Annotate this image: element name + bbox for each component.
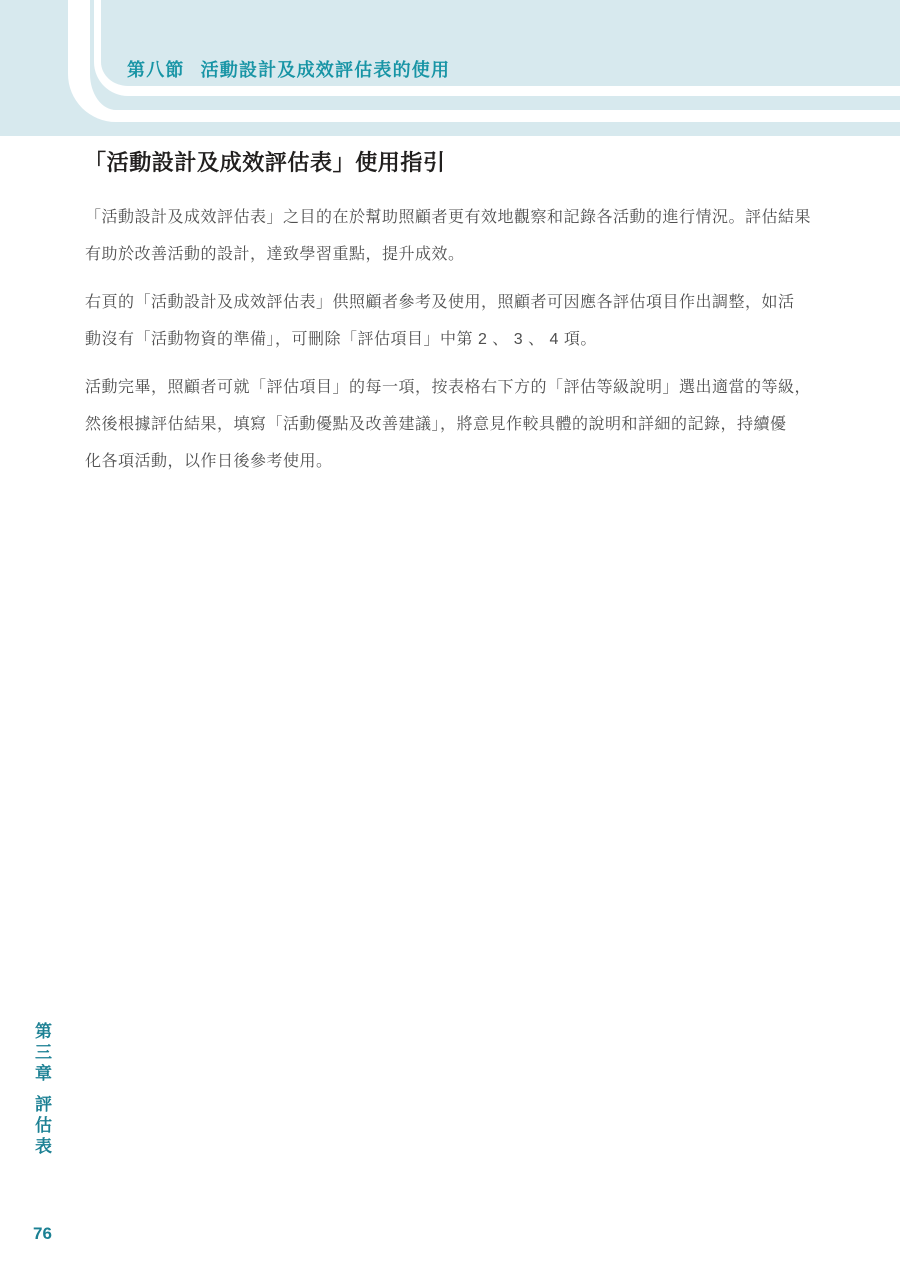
- paragraph-intro: [85, 199, 845, 273]
- paragraph-line: 動沒有「活動物資的準備」，可刪除「評估項目」中第 2 、 3 、 4 項。: [85, 331, 597, 348]
- paragraph-line: 然後根據評估結果，填寫「活動優點及改善建議」，將意見作較具體的說明和詳細的記錄，持續優: [85, 416, 787, 433]
- chapter-title-label: 評估表: [32, 1095, 51, 1158]
- section-title: 活動設計及成效評估表的使用: [200, 60, 451, 80]
- paragraph-evaluation: [85, 369, 845, 480]
- section-number: 第八節: [127, 60, 185, 80]
- paragraph-line: 「活動設計及成效評估表」之目的在於幫助照顧者更有效地觀察和記錄各活動的進行情況。評估結果: [85, 209, 812, 226]
- paragraph-line: 活動完畢，照顧者可就「評估項目」的每一項，按表格右下方的「評估等級說明」選出適當的等級，: [85, 379, 812, 396]
- paragraph-line: 右頁的「活動設計及成效評估表」供照顧者參考及使用，照顧者可因應各評估項目作出調整，如活: [85, 294, 795, 311]
- paragraph-usage: [85, 284, 845, 358]
- section-heading: [127, 56, 450, 82]
- paragraph-line: 有助於改善活動的設計，達致學習重點，提升成效。: [85, 246, 465, 263]
- paragraph-line: 化各項活動，以作日後參考使用。: [85, 453, 333, 470]
- chapter-label: 第三章: [32, 1022, 51, 1085]
- page-number: 76: [33, 1224, 52, 1243]
- page-header: [0, 0, 900, 136]
- chapter-sidebar: [31, 1022, 51, 1158]
- page-title: 「活動設計及成效評估表」使用指引: [84, 150, 446, 175]
